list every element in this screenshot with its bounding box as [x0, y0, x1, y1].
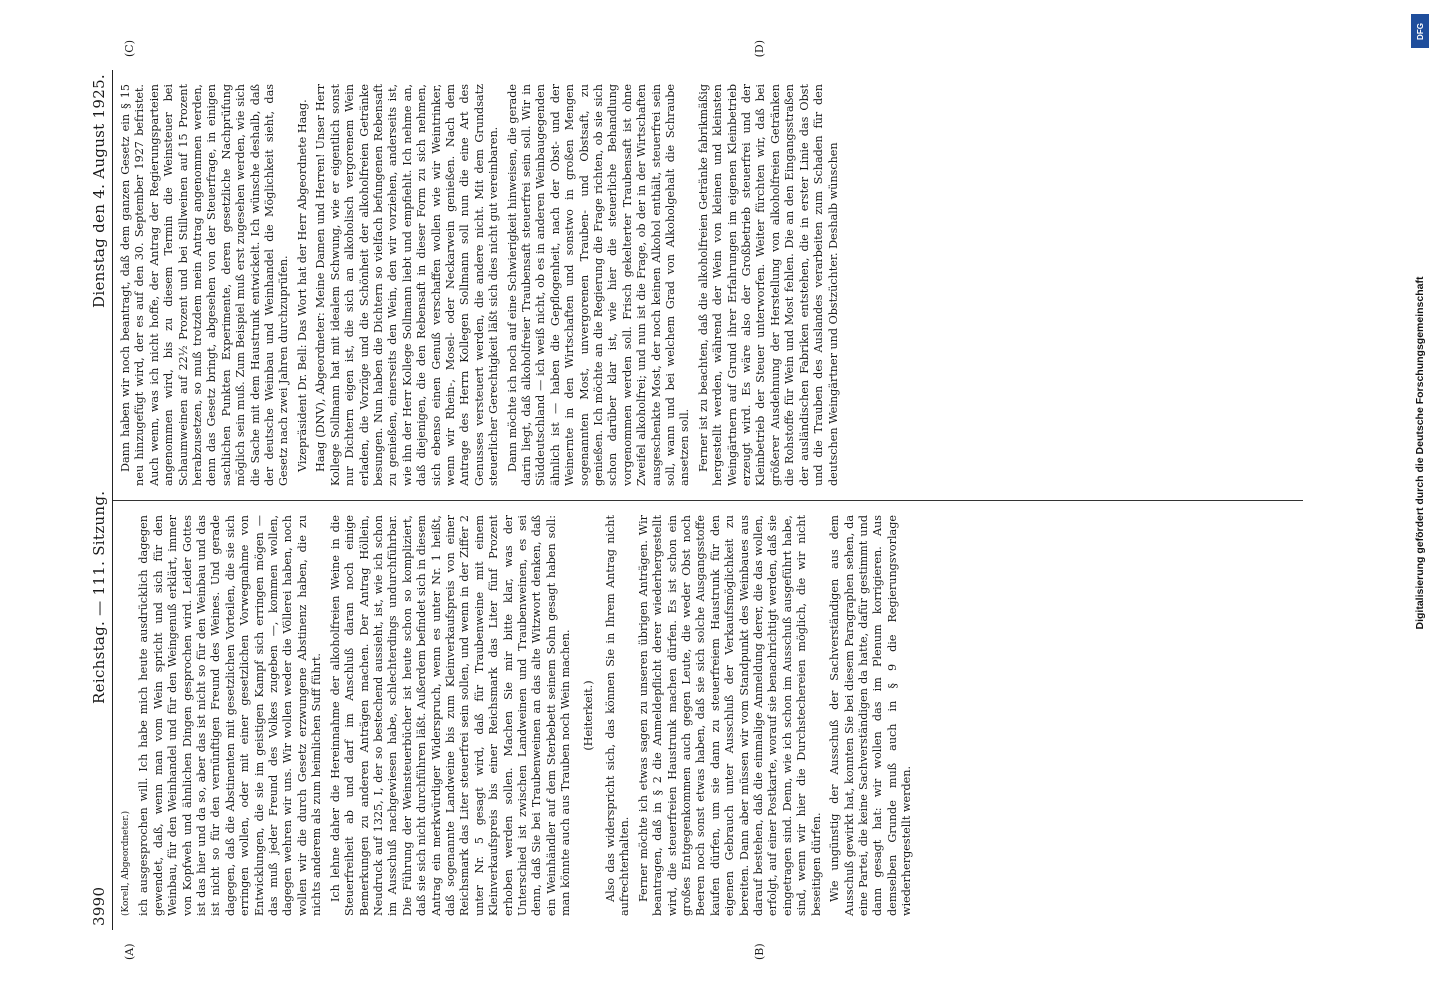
page-number: 3990: [90, 886, 108, 926]
paragraph: Also das widerspricht sich, das können Sie in Ihrem Antrag nicht aufrechterhalten.: [604, 515, 632, 916]
dfg-side-note: [1410, 8, 1430, 898]
paragraph: Ferner möchte ich etwas sagen zu unseren übrigen Anträgen. Wir beantragen, daß in § 2 die Anmeldepflicht derer wiederhergestellt wird, die steuerfreien Haustrunk machen dürfen. Es ist schon ein großes Entgegenkommen auch gegen Leute, die weder Obst noch Beeren noch sonst etwas haben, daß sie sich solche Ausgangsstoffe kaufen dürfen, um sie dann zu steuerfreiem Haustrunk für den eigenen Gebrauch unter Ausschluß der Verkaufsmöglichkeit zu bereiten. Dann aber müssen wir vom Standpunkt des Weinbaues aus darauf bestehen, daß die einmalige Anmeldung derer, die das wollen, erfolgt, auf einer Postkarte, worauf sie benachrichtigt werden, daß sie eingetragen sind. Denn, wie ich schon im Ausschuß ausgeführt habe, sind, wenn wir hier die Durchstechereien möglich, die wir nicht beseitigen dürfen.: [636, 515, 823, 916]
margin-marker-a: (A): [123, 943, 136, 960]
session-date: Dienstag den 4. August 1925.: [90, 74, 108, 308]
margin-marker-b: (B): [753, 943, 766, 960]
left-column: [113, 500, 1303, 930]
paragraph: Dann haben wir noch beantragt, daß dem ganzen Gesetz ein § 15 neu hinzugefügt wird, der es auf den 30. September 1927 befristet. Auch wenn, was ich nicht hoffe, der Antrag der Regierungsparteien angenommen wird, bis zu diesem Termin die Weinsteuer bei Schaumweinen auf 22½ Prozent und bei Stillweinen auf 15 Prozent herabzusetzen, so muß trotzdem mein Antrag angenommen werden, denn das Gesetz bringt, abgesehen von der Steuerfrage, in einigen sachlichen Punkten Experimente, deren gesetzliche Nachprüfung möglich sein muß. Zum Beispiel muß erst zugesehen werden, wie sich die Sache mit dem Haustrunk entwickelt. Ich wünsche deshalb, daß der deutsche Weinbau und Weinhandel die Möglichkeit sieht, das Gesetz nach zwei Jahren durchzuprüfen.: [119, 84, 291, 486]
margin-marker-c: (C): [123, 40, 136, 57]
interjection: (Heiterkeit.): [581, 680, 595, 751]
dfg-notice-text: Digitalisierung gefördert durch die Deutsche Forschungsgemeinschaft: [1414, 276, 1426, 630]
margin-marker-d: (D): [753, 40, 766, 58]
paragraph: Wie ungünstig der Ausschuß der Sachverständigen aus dem Ausschuß gewirkt hat, konnten Sie bei diesem Paragraphen sehen, da eine Partei, die keine Sachverständigen da hatte, dafür gestimmt und dann gesagt hat: wir wollen das im Plenum korrigieren. Aus demselben Grunde muß auch in § 9 die Regierungsvorlage wiederhergestellt werden.: [828, 515, 914, 916]
dfg-logo: DFG: [1411, 14, 1429, 48]
paragraph: ich ausgesprochen will. Ich habe mich heute ausdrücklich dagegen gewendet, daß, wenn man vom Wein spricht und sich für den Weinbau, für den Weinhandel und für den Weingenuß erklärt, immer von Kopfweh und ähnlichen Dingen gesprochen wird. Leider Gottes ist das hier und da so, aber das ist nicht so für den Weinbau und das ist nicht so für den vernünftigen Freund des Weines. Und gerade dagegen, daß die Abstinenten mit gesetzlichen Vorteilen, die sie sich erringen wollen, oder mit einer gesetzlichen Vorwegnahme von Entwicklungen, die sie im geistigen Kampf sich erringen mögen — das muß jeder Freund des Volkes zugeben —, kommen wollen, dagegen wehren wir uns. Wir wollen weder die Völlerei haben, noch wollen wir die durch Gesetz erzwungene Abstinenz haben, die zu nichts anderem als zum heimlichen Suff führt.: [137, 515, 324, 916]
paragraph: Dann möchte ich noch auf eine Schwierigkeit hinweisen, die gerade darin liegt, daß alkoholfreier Traubensaft steuerfrei sein soll. Wir in Süddeutschland — ich weiß nicht, ob es in anderen Weinbaugegenden ähnlich ist — haben die Gepflogenheit, nach der Obst- und der Weinernte in den Wirtschaften und sonstwo in großen Mengen sogenannten Most, unvergorenen Trauben- und Obstsaft, zu genießen. Ich möchte an die Regierung die Frage richten, ob sie sich schon darüber klar ist, wie hier die steuerliche Behandlung vorgenommen werden soll. Frisch gekelterter Traubensaft ist ohne Zweifel alkoholfrei; und nun ist die Frage, ob der in der Wirtschaften ausgeschenkte Most, der noch keinen Alkohol enthält, steuerfrei sein soll, wann und bei welchem Grad von Alkoholgehalt die Schraube ansetzen soll.: [505, 84, 692, 486]
scanned-page: [90, 40, 1320, 960]
paragraph: Vizepräsident Dr. Bell: Das Wort hat der Herr Abgeordnete Haag.: [295, 99, 309, 472]
right-column: [113, 70, 1303, 500]
page-header: [90, 70, 113, 930]
text-columns: [113, 40, 1303, 960]
page-sheet: [90, 40, 1320, 960]
paragraph: Ferner ist zu beachten, daß die alkoholfreien Getränke fabrikmäßig hergestellt werden, während der Wein von kleinen und kleinsten Weingärtnern auf Grund ihrer Erfahrungen im eigenen Kleinbetrieb erzeugt wird. Es wäre also der Großbetrieb steuerfrei und der Kleinbetrieb der Steuer unterworfen. Weiter fürchten wir, daß bei größerer Ausdehnung der Herstellung von alkoholfreien Getränken die Rohstoffe für Wein und Most fehlen. Die an den Eingangsstraßen der ausländischen Fabriken entstehen, die in erster Linie das Obst und die Trauben des Auslandes verarbeiten zum Schaden für den deutschen Weingärtner und Obstzüchter. Deshalb wünschen: [696, 84, 840, 486]
paragraph: Haag (DNV), Abgeordneter: Meine Damen und Herren! Unser Herr Kollege Sollmann hat mit idealem Schwung, wie er eigentlich sonst nur Dichtern eigen ist, die sich an alkoholisch vergorenem Wein erladen, die Vorzüge und die Schönheit der alkoholfreien Getränke besungen. Nun haben die Dichtern so vielfach befungenen Rebensaft zu genießen, einerseits den Wein, den wir vorziehen, anderseits ist, wie ihn der Herr Kollege Sollmann liebt und empfiehlt. Ich nehme an, daß diejenigen, die den Rebensaft in dieser Form zu sich nehmen, sich ebenso einen Genuß verschaffen wollen wie wir Weintrinker, wenn wir Rhein-, Mosel- oder Neckarwein genießen. Nach dem Antrage des Herrn Kollegen Sollmann soll nun die eine Art des Genusses versteuert werden, die andere nicht. Mit dem Grundsatz steuerlicher Gerechtigkeit läßt sich dies nicht gut vereinbaren.: [314, 84, 501, 486]
paragraph: Ich lehne daher die Hereinnahme der alkoholfreien Weine in die Steuerfreiheit ab und darf im Anschluß daran noch einige Bemerkungen zu anderen Anträgen machen. Der Antrag Höllein, Neudruck auf 1325, I, der so bestechend aussieht, ist, wie ich schon im Ausschuß nachgewiesen habe, schlechterdings undurchführbar. Die Führung der Weinsteuerbücher ist heute schon so kompliziert, daß sie sich nicht durchführen läßt. Außerdem befindet sich in diesem Antrag ein merkwürdiger Widerspruch, wenn es unter Nr. 1 heißt, daß sogenannte Landweine bis zum Kleinverkaufspreis von einer Reichsmark das Liter steuerfrei sein sollen, und wenn in der Ziffer 2 unter Nr. 5 gesagt wird, daß für Traubenweine mit einem Kleinverkaufspreis bis einer Reichsmark das Liter fünf Prozent erhoben werden sollen. Machen Sie mir bitte klar, was der Unterschied ist zwischen Landweinen und Traubenweinen, es sei denn, daß Sie bei Traubenweinen an das alte Witzwort denken, daß ein Weinhändler auf dem Sterbebett seinem Sohn gesagt haben soll: man könnte auch aus Trauben noch Wein machen.: [328, 515, 573, 916]
session-title: Reichstag. — 111. Sitzung.: [90, 490, 108, 704]
speaker-reference: (Korell, Abgeordneter.): [121, 810, 131, 916]
